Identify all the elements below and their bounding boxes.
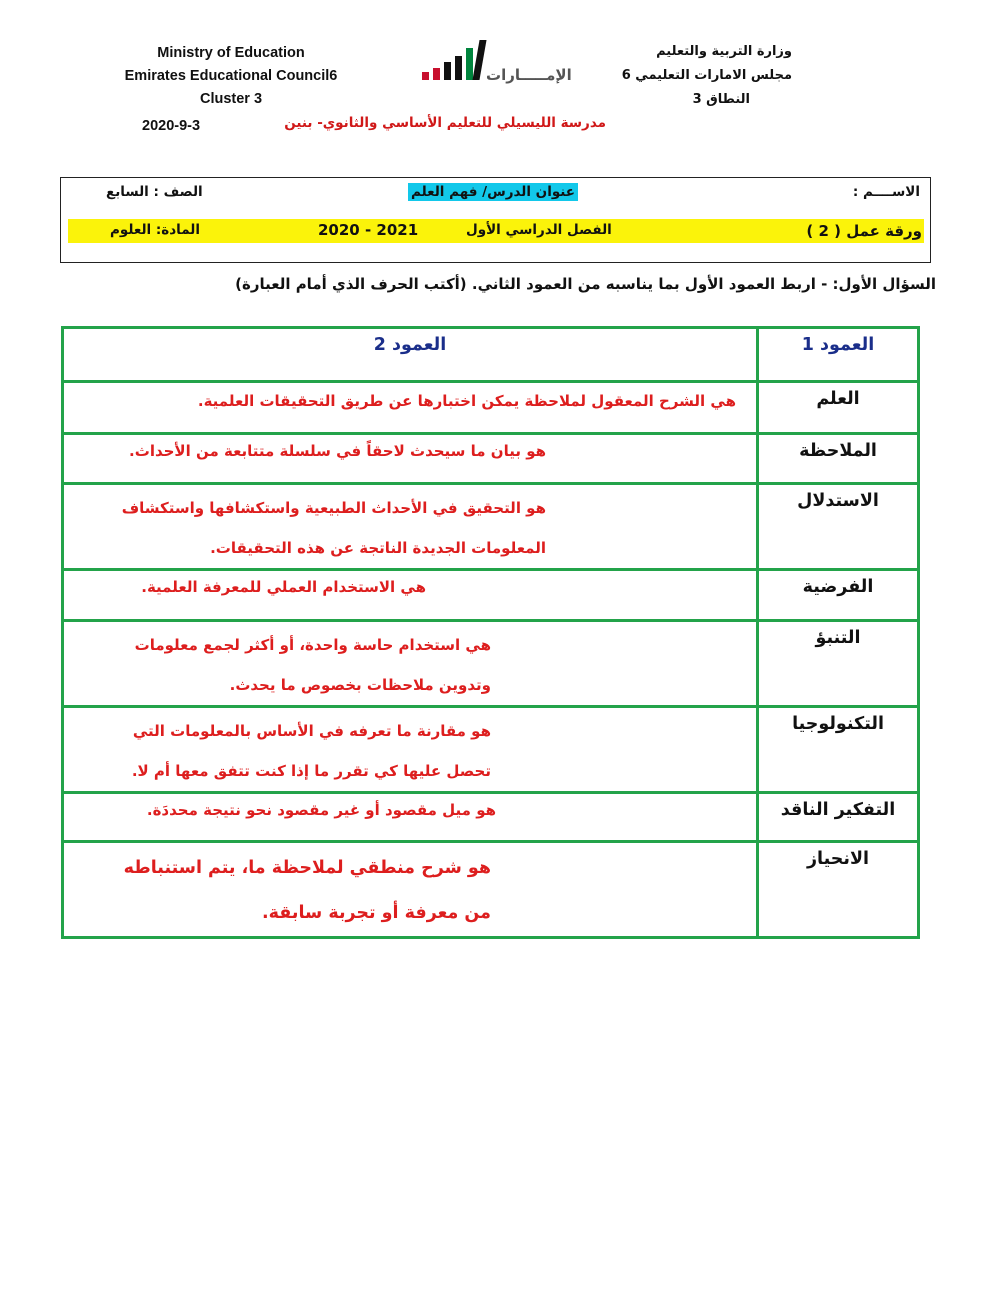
subject-label: المادة: العلوم [110,222,200,238]
col2-header: العمود 2 [373,335,447,355]
term-cell: التفكير الناقد [780,800,896,820]
definition-text: هو التحقيق في الأحداث الطبيعية واستكشافها واستكشاف [121,499,546,517]
term-cell: التنبؤ [815,628,861,648]
question-instruction: السؤال الأول: - اربط العمود الأول بما يناسبه من العمود الثاني. (أكتب الحرف الذي أمام العبارة) [235,275,936,293]
header-ministry-ar: وزارة التربية والتعليم [656,44,792,59]
lesson-title: عنوان الدرس/ فهم العلم [408,183,578,201]
table-row [63,707,919,793]
table-row [63,434,919,484]
table-row [63,793,919,842]
definition-text: هي استخدام حاسة واحدة، أو أكثر لجمع معلومات [134,636,491,654]
term-cell: الفرضية [802,577,874,597]
header-council-ar: مجلس الامارات التعليمي 6 [621,68,792,83]
matching-table [61,326,920,939]
uae-logo [420,38,580,90]
term-cell: الملاحظة [799,441,877,461]
header-cluster-ar: النطاق 3 [692,92,750,107]
grade-label: الصف : السابع [106,184,203,200]
term-cell: الانحياز [806,849,869,869]
definition-text: هو بيان ما سيحدث لاحقاً في سلسلة متتابعة من الأحداث. [129,442,546,460]
term-cell: العلم [816,389,860,409]
table-header-row [63,328,919,382]
logo-text: الإمـــــارات [486,66,572,84]
definition-text-cont: وتدوين ملاحظات بخصوص ما يحدث. [229,676,491,694]
academic-year: 2021 - 2020 [318,221,419,239]
definition-text: هي الشرح المعقول لملاحظة يمكن اختبارها عن طريق التحقيقات العلمية. [197,392,736,410]
definition-text: هي الاستخدام العملي للمعرفة العلمية. [141,578,426,596]
worksheet-number: ورقة عمل ( 2 ) [806,222,922,240]
header-date: 2020-9-3 [142,118,201,134]
table-row [63,382,919,434]
semester-label: الفصل الدراسي الأول [466,222,612,238]
table-row [63,621,919,707]
definition-text: هو ميل مقصود أو غير مقصود نحو نتيجة محددَة. [146,801,496,819]
header-cluster-en: Cluster 3 [199,91,263,107]
header-council-en: Emirates Educational Council6 [124,68,338,84]
school-name: مدرسة الليسيلي للتعليم الأساسي والثانوي- بنين [284,115,606,131]
term-cell: الاستدلال [797,491,879,511]
definition-text: هو شرح منطقي لملاحظة ما، يتم استنباطه [123,858,491,878]
definition-text: هو مقارنة ما تعرفه في الأساس بالمعلومات التي [132,722,491,740]
table-row [63,484,919,570]
name-label: الاســــم : [852,184,920,200]
header-ministry-en: Ministry of Education [157,45,305,61]
col1-header: العمود 1 [801,335,875,355]
table-row [63,842,919,938]
definition-text-cont: من معرفة أو تجربة سابقة. [262,903,491,923]
definition-text-cont: تحصل عليها كي تقرر ما إذا كنت تتفق معها أم لا. [131,762,491,780]
table-row [63,570,919,621]
definition-text-cont: المعلومات الجديدة الناتجة عن هذه التحقيقات. [210,539,546,557]
term-cell: التكنولوجيا [792,714,884,734]
